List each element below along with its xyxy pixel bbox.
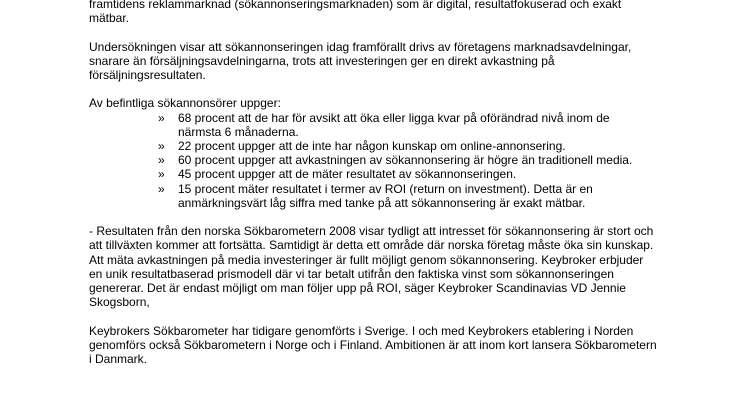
survey-findings-list [89,111,659,210]
bullet-icon: » [158,139,165,153]
bullet-icon: » [158,181,165,196]
closing-paragraph: Keybrokers Sökbarometer har tidigare genomförts i Sverige. I och med Keybrokers etablering i Norden genomförs också Sökbarometern i Norge och i Finland. Ambitionen är att inom kort lansera Sökbarometern i Danmark. [89,323,657,367]
list-item-text: 68 procent att de har för avsikt att öka eller ligga kvar på oförändrad nivå inom de närmsta 6 månaderna. [178,110,610,139]
list-item [89,111,652,139]
list-item [89,153,652,167]
list-item-text: 15 procent mäter resultatet i termer av ROI (return on investment). Detta är en anmärkningsvärt låg siffra med tanke på att sökannonsering är exakt mätbar. [178,181,593,210]
list-intro: Av befintliga sökannonsörer uppger: [89,96,281,111]
list-item [89,182,652,210]
list-item-text: 45 procent uppger att de mäter resultatet av sökannonseringen. [178,167,517,182]
list-item-text: 60 procent uppger att avkastningen av sökannonsering är högre än traditionell media. [178,153,633,168]
bullet-icon: » [158,110,165,125]
bullet-icon: » [158,167,165,182]
quote-paragraph: - Resultaten från den norska Sökbarometern 2008 visar tydligt att intresset för sökannonsering är stort och att tillväxten kommer att fortsätta. Samtidigt är detta ett område där norska företag måste öka sin kunskap. Att mäta avkastningen på media investeringer är fullt möjligt genom sökannonsering. Keybroker erbjuder en unik resultatbaserad prismodell där vi tar betalt utifrån den faktiska vinst som sökannonseringen genererar. Det är endast möjligt om man följer upp på ROI, säger Keybroker Scandinavias VD Jennie Skogsborn, [89,224,654,310]
list-item [89,167,652,181]
survey-paragraph: Undersökningen visar att sökannonseringen idag framförallt drivs av företagens marknadsavdelningar, snarare än försäljningsavdelningarna, trots att investeringen ger en direkt avkastning på försäljningsresultaten. [89,39,632,82]
document-page [89,0,659,366]
bullet-icon: » [158,153,165,168]
list-item [89,139,652,153]
list-item-text: 22 procent uppger att de inte har någon kunskap om online-annonsering. [178,139,566,153]
intro-tail-paragraph: framtidens reklammarknad (sökannonseringsmarknaden) som är digital, resultatfokuserad och exakt mätbar. [89,0,622,26]
